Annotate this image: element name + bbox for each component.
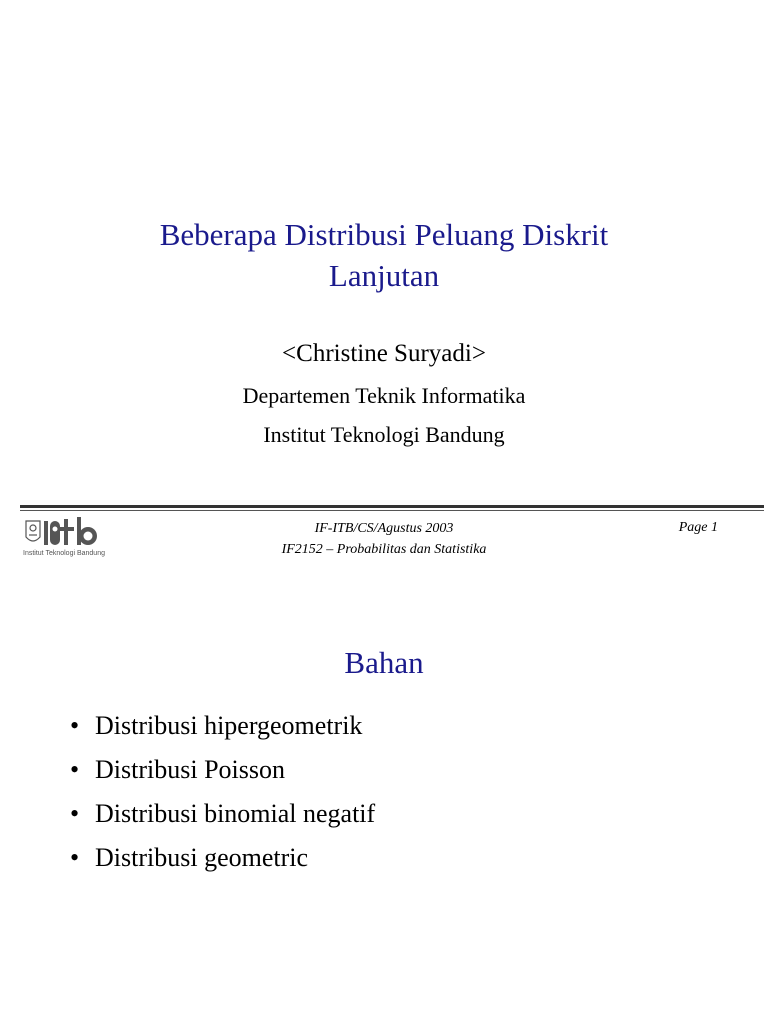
department-name: Departemen Teknik Informatika (242, 383, 526, 408)
list-item (70, 750, 375, 794)
footer-divider-thick (20, 505, 764, 508)
topic-list (70, 706, 375, 882)
logo-caption: Institut Teknologi Bandung (23, 550, 105, 557)
list-item-label: Distribusi geometric (95, 843, 309, 872)
slide-title-line-1: Beberapa Distribusi Peluang Diskrit (159, 217, 609, 252)
page-number: Page 1 (678, 520, 718, 535)
bullet-icon: • (70, 711, 80, 740)
footer-course-name: IF2152 – Probabilitas dan Statistika (281, 542, 487, 557)
institution-name: Institut Teknologi Bandung (263, 422, 505, 447)
list-item (70, 706, 375, 750)
bullet-icon: • (70, 843, 80, 872)
list-item (70, 794, 375, 838)
footer-course-code: IF-ITB/CS/Agustus 2003 (314, 521, 454, 536)
section-title: Bahan (344, 645, 424, 680)
footer-divider-thin (20, 510, 764, 511)
list-item (70, 838, 375, 882)
bullet-icon: • (70, 799, 80, 828)
author-name: <Christine Suryadi> (282, 340, 486, 367)
list-item-label: Distribusi Poisson (95, 755, 285, 784)
list-item-label: Distribusi binomial negatif (95, 799, 376, 828)
bullet-icon: • (70, 755, 80, 784)
slide-title (0, 214, 768, 296)
slide-title-line-2: Lanjutan (328, 258, 440, 293)
list-item-label: Distribusi hipergeometrik (95, 711, 363, 740)
